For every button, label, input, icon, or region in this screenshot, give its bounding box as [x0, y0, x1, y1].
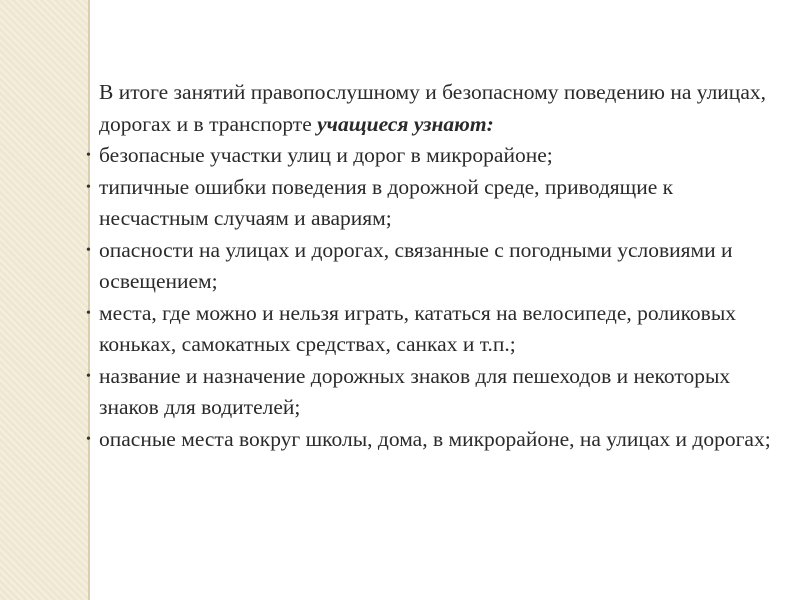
bullet-item: [86, 298, 786, 361]
bullet-item: [86, 172, 786, 235]
intro-text: В итоге занятий правопослушному и безопасному поведению на улицах, дорогах и в транспорте: [99, 80, 766, 136]
intro-emphasis: учащиеся узнают:: [317, 111, 494, 136]
bullet-icon: •: [86, 431, 91, 447]
bullet-item: [86, 235, 786, 298]
slide-text-body: [86, 77, 786, 455]
bullet-icon: •: [86, 368, 91, 384]
bullet-text: опасные места вокруг школы, дома, в микрорайоне, на улицах и дорогах;: [99, 426, 771, 451]
bullet-text: безопасные участки улиц и дорог в микрорайоне;: [99, 143, 553, 167]
bullet-item: [86, 424, 786, 456]
bullet-text: опасности на улицах и дорогах, связанные с погодными условиями и освещением;: [99, 237, 733, 293]
bullet-icon: •: [86, 305, 91, 321]
bullet-item: [86, 140, 786, 172]
decorative-side-stripe: [0, 0, 88, 600]
bullet-icon: •: [86, 242, 91, 258]
bullet-item: [86, 361, 786, 424]
bullet-list: [86, 140, 786, 455]
bullet-icon: •: [86, 179, 91, 195]
bullet-text: название и назначение дорожных знаков для пешеходов и некоторых знаков для водителей;: [99, 363, 731, 419]
intro-paragraph: [86, 77, 786, 140]
bullet-icon: •: [86, 148, 91, 163]
bullet-text: типичные ошибки поведения в дорожной среде, приводящие к несчастным случаям и авариям;: [99, 174, 674, 230]
bullet-text: места, где можно и нельзя играть, кататься на велосипеде, роликовых коньках, самокатных средствах, санках и т.п.;: [99, 300, 737, 356]
